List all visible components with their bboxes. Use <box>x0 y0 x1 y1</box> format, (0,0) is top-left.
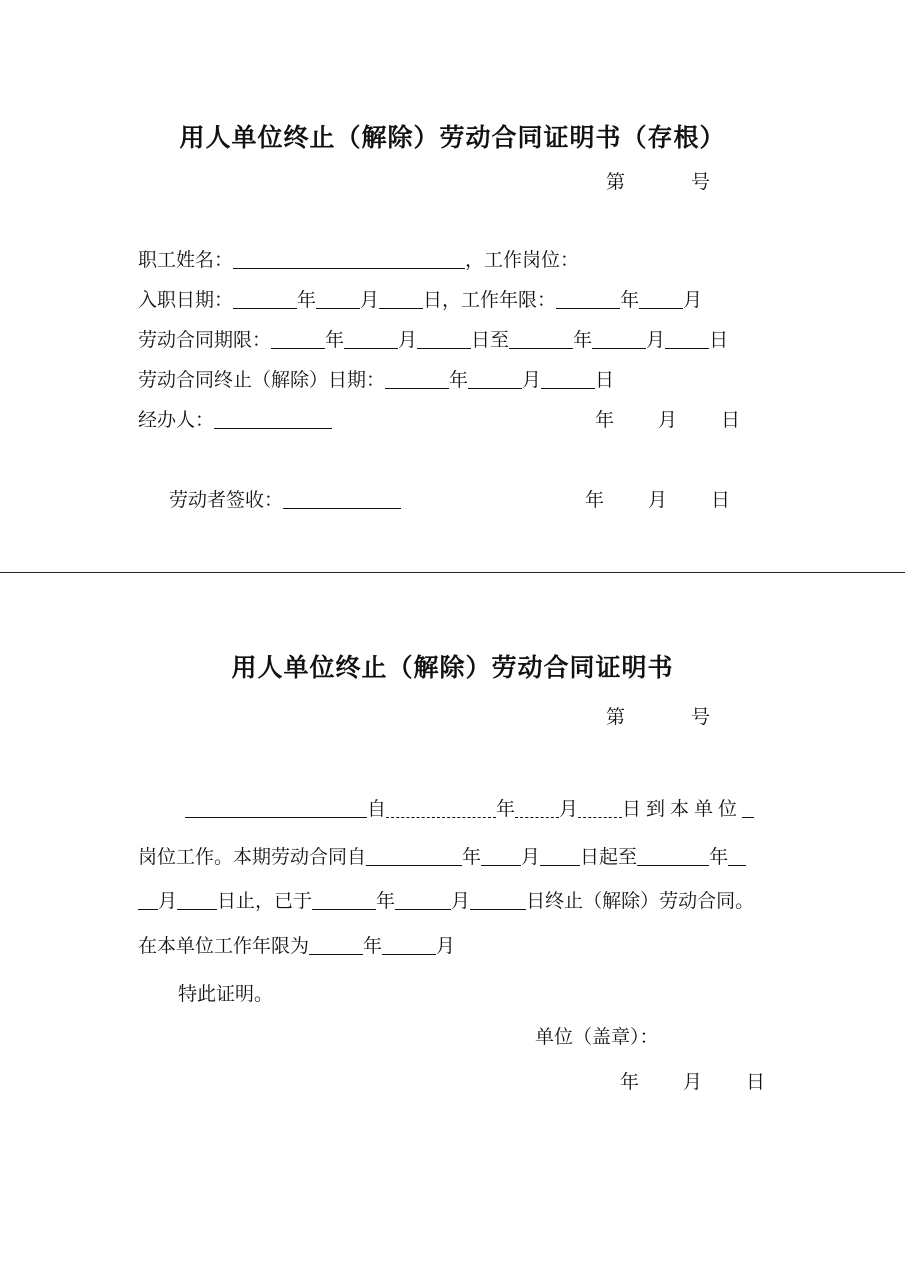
year-label: 年 <box>709 846 729 868</box>
handler-field[interactable] <box>214 408 332 429</box>
employee-name-field[interactable] <box>185 797 367 818</box>
post-work-label: 岗位工作。本期劳动合同自 <box>138 846 367 868</box>
contract-end-year-field[interactable] <box>637 845 709 866</box>
contract-start-day-field[interactable] <box>540 845 580 866</box>
day-label: 日 <box>721 409 741 431</box>
stub-number-hao: 号 <box>691 171 711 193</box>
month-label: 月 <box>522 369 542 391</box>
contract-end-month-field-a[interactable] <box>728 845 746 866</box>
stub-receipt-date <box>585 488 730 512</box>
stub-receipt-row <box>169 488 401 512</box>
contract-start-year-field[interactable] <box>366 845 462 866</box>
month-label: 月 <box>658 409 678 431</box>
cert-para-line-2 <box>138 845 746 869</box>
end-label: 劳动合同终止（解除）日期： <box>138 369 386 391</box>
hire-day-field[interactable] <box>379 288 423 309</box>
term-start-day-field[interactable] <box>417 328 471 349</box>
month-label: 月 <box>559 798 579 820</box>
tenure-label: 在本单位工作年限为 <box>138 935 310 957</box>
year-label: 年 <box>573 329 593 351</box>
from-label: 自 <box>367 798 387 820</box>
receipt-label: 劳动者签收： <box>169 489 284 511</box>
cert-number-di: 第 <box>606 706 626 728</box>
years-field[interactable] <box>309 934 363 955</box>
contract-end-month-field-b[interactable] <box>138 889 158 910</box>
day-label: 日 <box>711 489 731 511</box>
month-label: 月 <box>158 890 178 912</box>
name-field[interactable] <box>233 248 465 269</box>
handler-label: 经办人： <box>138 409 215 431</box>
join-month-field[interactable] <box>515 797 559 818</box>
stub-title: 用人单位终止（解除）劳动合同证明书（存根） <box>179 123 726 152</box>
name-label: 职工姓名： <box>138 249 234 271</box>
month-label: 月 <box>683 289 703 311</box>
months-field[interactable] <box>382 934 436 955</box>
month-label: 月 <box>451 890 471 912</box>
year-label: 年 <box>376 890 396 912</box>
month-label: 月 <box>521 846 541 868</box>
tenure-label: 日，工作年限： <box>423 289 557 311</box>
stub-handler-date <box>595 408 740 432</box>
year-label: 年 <box>496 798 516 820</box>
year-label: 年 <box>620 1071 640 1093</box>
month-label: 月 <box>360 289 380 311</box>
year-label: 年 <box>462 846 482 868</box>
end-month-field[interactable] <box>468 368 522 389</box>
month-label: 月 <box>436 935 456 957</box>
join-day-field[interactable] <box>578 797 622 818</box>
join-year-field[interactable] <box>386 797 496 818</box>
term-end-month-field[interactable] <box>592 328 646 349</box>
cert-special: 特此证明。 <box>178 983 274 1005</box>
year-label: 年 <box>585 489 605 511</box>
year-label: 年 <box>297 289 317 311</box>
cert-number-hao: 号 <box>691 706 711 728</box>
month-label: 月 <box>683 1071 703 1093</box>
stub-name-row <box>138 248 579 272</box>
stub-term-row <box>138 328 728 352</box>
year-label: 年 <box>449 369 469 391</box>
to-label: 日至 <box>471 329 510 351</box>
term-end-year-field[interactable] <box>509 328 573 349</box>
contract-start-month-field[interactable] <box>481 845 521 866</box>
stub-hire-row <box>138 288 702 312</box>
year-label: 年 <box>325 329 345 351</box>
hire-year-field[interactable] <box>233 288 297 309</box>
cert-para-line-4 <box>138 934 455 958</box>
terminate-day-field[interactable] <box>470 889 526 910</box>
contract-end-day-field[interactable] <box>177 889 217 910</box>
cert-number <box>606 705 710 729</box>
post-field[interactable] <box>742 797 754 818</box>
hire-label: 入职日期： <box>138 289 234 311</box>
stub-handler-row <box>138 408 332 432</box>
day-label: 日 <box>709 329 729 351</box>
stub-number <box>606 170 710 194</box>
cert-seal: 单位（盖章）： <box>535 1026 659 1048</box>
cert-para-line-1 <box>185 797 754 821</box>
terminate-month-field[interactable] <box>395 889 451 910</box>
year-label: 年 <box>363 935 383 957</box>
cert-date <box>620 1070 765 1094</box>
year-label: 年 <box>620 289 640 311</box>
day-label: 日 <box>595 369 615 391</box>
month-label: 月 <box>646 329 666 351</box>
day-label: 日 <box>746 1071 766 1093</box>
stub-number-di: 第 <box>606 171 626 193</box>
tenure-month-field[interactable] <box>639 288 683 309</box>
month-label: 月 <box>648 489 668 511</box>
tenure-year-field[interactable] <box>556 288 620 309</box>
hire-month-field[interactable] <box>316 288 360 309</box>
post-label: ，工作岗位： <box>465 249 580 271</box>
stub-end-row <box>138 368 614 392</box>
end-year-field[interactable] <box>385 368 449 389</box>
term-start-year-field[interactable] <box>271 328 325 349</box>
end-day-field[interactable] <box>541 368 595 389</box>
term-end-day-field[interactable] <box>665 328 709 349</box>
terminated-label: 日终止（解除）劳动合同。 <box>526 890 755 912</box>
terminate-year-field[interactable] <box>312 889 376 910</box>
already-label: 日止，已于 <box>217 890 313 912</box>
receipt-field[interactable] <box>283 488 401 509</box>
cert-para-line-3 <box>138 889 754 913</box>
year-label: 年 <box>595 409 615 431</box>
cut-line-divider <box>0 572 905 573</box>
until-label: 日起至 <box>580 846 638 868</box>
cert-title: 用人单位终止（解除）劳动合同证明书 <box>231 653 674 682</box>
to-unit-label: 日到本单位 <box>622 798 743 820</box>
month-label: 月 <box>398 329 418 351</box>
term-label: 劳动合同期限： <box>138 329 272 351</box>
term-start-month-field[interactable] <box>344 328 398 349</box>
